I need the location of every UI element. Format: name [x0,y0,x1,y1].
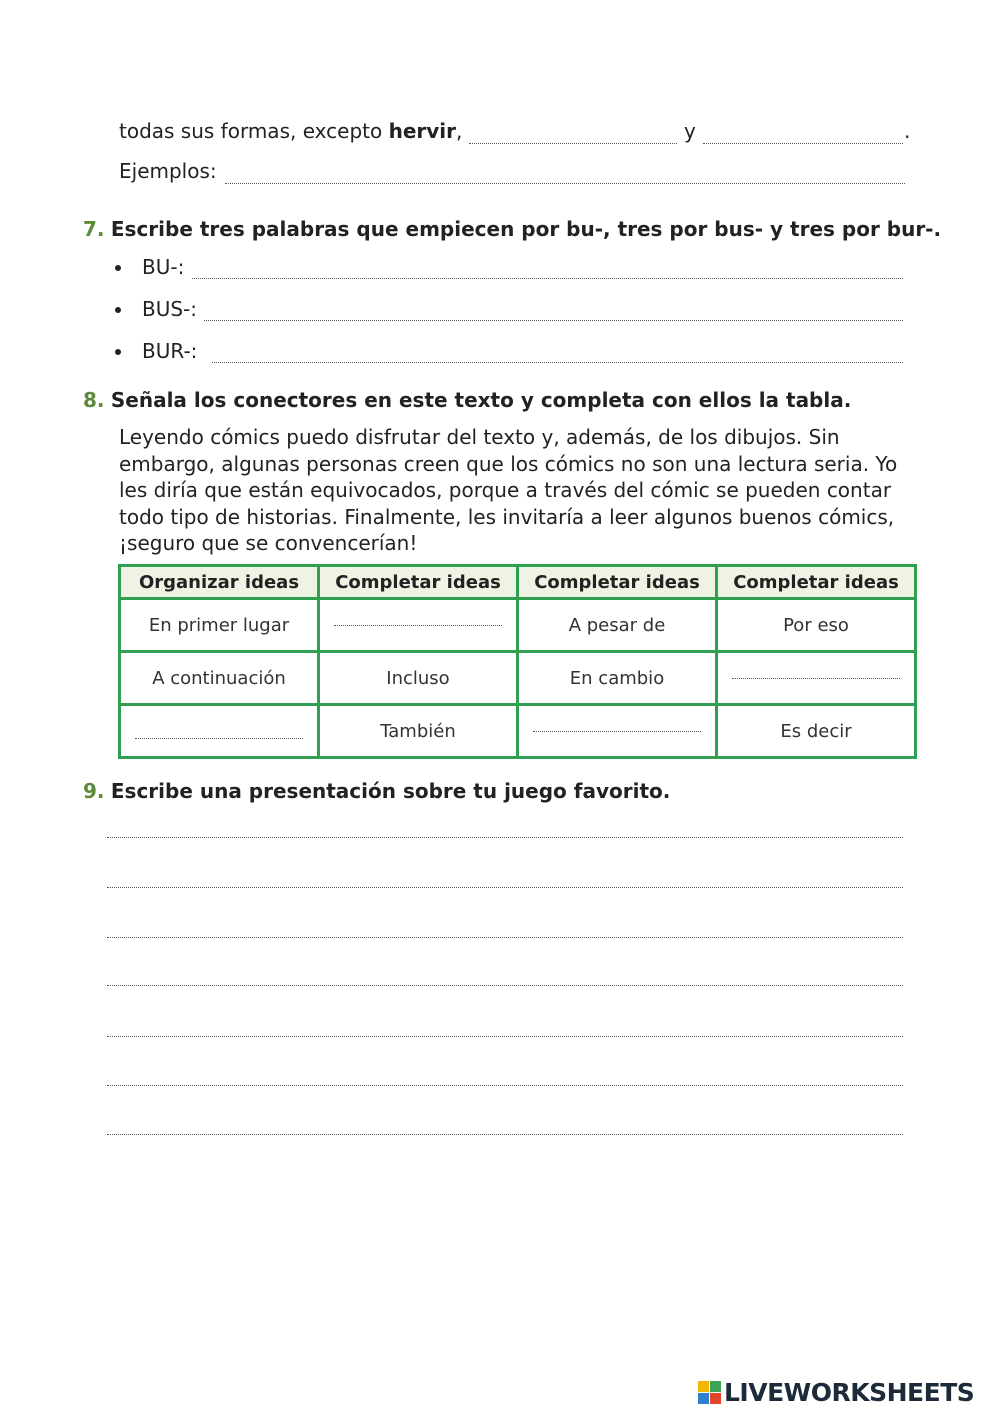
table-cell: Incluso [319,652,518,705]
q9-number: 9. [83,779,105,803]
paragraph-line: Leyendo cómics puedo disfrutar del texto y, además, de los dibujos. Sin [119,425,840,449]
paragraph-line: embargo, algunas personas creen que los cómics no son una lectura seria. Yo [119,451,898,476]
line-text: todas sus formas, excepto [119,119,383,143]
table-cell: En primer lugar [120,599,319,652]
writing-line-6[interactable] [107,1064,903,1086]
label-bur: BUR-: [142,339,198,363]
table-row [120,705,916,758]
q8-heading [83,388,851,412]
bullet-bus [115,307,121,313]
label-bu: BU-: [142,255,185,279]
table-cell: Es decir [717,705,916,758]
table-cell: En cambio [518,652,717,705]
logo-blocks-icon [698,1381,722,1405]
q7-title: Escribe tres palabras que empiecen por bu-, tres por bus- y tres por bur-. [110,217,942,241]
table-cell: A continuación [120,652,319,705]
bus-input[interactable] [204,299,903,321]
header-organizar-ideas: Organizar ideas [120,566,319,599]
header-completar-ideas: Completar ideas [518,566,717,599]
table-row [120,599,916,652]
connectors-table [118,564,917,759]
bur-input[interactable] [212,341,903,363]
period: . [904,119,911,143]
blank-line[interactable] [135,738,303,739]
table-cell-blank[interactable] [319,599,518,652]
conjunction-y: y [684,119,696,143]
connectors-paragraph [119,424,919,557]
q9-heading [83,779,670,803]
header-completar-ideas: Completar ideas [319,566,518,599]
bullet-bur [115,349,121,355]
blank-line[interactable] [334,625,502,626]
table-cell-blank[interactable] [120,705,319,758]
q9-title: Escribe una presentación sobre tu juego favorito. [110,779,671,803]
q8-number: 8. [83,388,105,412]
bold-word: hervir [388,119,456,143]
header-completar-ideas: Completar ideas [717,566,916,599]
table-cell: También [319,705,518,758]
table-cell-blank[interactable] [518,705,717,758]
writing-line-3[interactable] [107,916,903,938]
table-header-row [120,566,916,599]
blank-1-input[interactable] [469,122,677,144]
paragraph-line: les diría que están equivocados, porque a través del cómic se pueden contar [119,478,892,502]
table-cell: A pesar de [518,599,717,652]
blank-2-input[interactable] [703,122,903,144]
paragraph-line: todo tipo de historias. Finalmente, les invitaría a leer algunos buenos cómics, [119,504,895,529]
q8-title: Señala los conectores en este texto y completa con ellos la tabla. [110,388,852,412]
blank-line[interactable] [732,678,900,679]
table-cell: Por eso [717,599,916,652]
bu-input[interactable] [192,257,903,279]
writing-line-1[interactable] [107,816,903,838]
examples-label: Ejemplos: [119,159,217,183]
liveworksheets-logo [698,1380,994,1406]
writing-line-4[interactable] [107,964,903,986]
table-row [120,652,916,705]
comma: , [456,119,463,143]
paragraph-line: ¡seguro que se convencerían! [119,531,418,555]
writing-line-2[interactable] [107,866,903,888]
label-bus: BUS-: [142,297,198,321]
bullet-bu [115,265,121,271]
writing-line-5[interactable] [107,1015,903,1037]
q7-number: 7. [83,217,105,241]
continuation-line [119,119,462,143]
table-cell-blank[interactable] [717,652,916,705]
writing-line-7[interactable] [107,1113,903,1135]
logo-text: LIVEWORKSHEETS [724,1378,975,1407]
examples-input[interactable] [225,162,905,184]
q7-heading [83,217,941,241]
blank-line[interactable] [533,731,701,732]
